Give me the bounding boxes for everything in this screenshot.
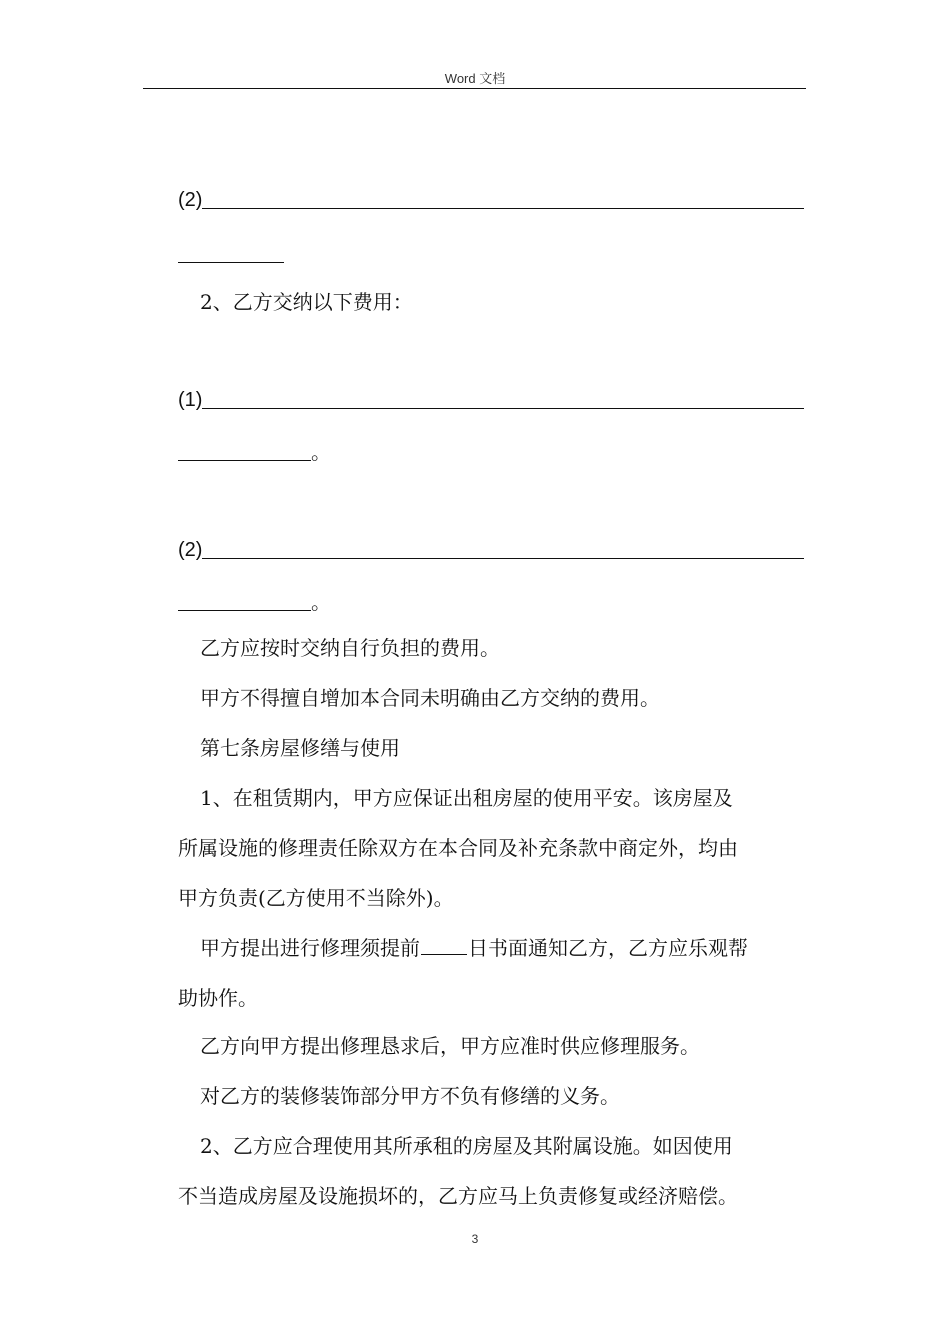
header-divider — [143, 88, 806, 89]
page-number: 3 — [471, 1232, 479, 1246]
clause-1-line-3: 甲方负责(乙方使用不当除外)。 — [178, 886, 454, 910]
paragraph-no-extra-fees: 甲方不得擅自增加本合同未明确由乙方交纳的费用。 — [200, 686, 660, 710]
fill-blank-item-1 — [178, 386, 804, 414]
blank-underline — [202, 208, 804, 209]
clause-2-line-2: 不当造成房屋及设施损坏的，乙方应马上负责修复或经济赔偿。 — [178, 1184, 738, 1208]
repair-notice-prefix: 甲方提出进行修理须提前 — [200, 936, 420, 960]
clause-1-line-2: 所属设施的修理责任除双方在本合同及补充条款中商定外，均由 — [178, 836, 738, 860]
section-heading-fees: 2、乙方交纳以下费用： — [200, 290, 413, 314]
repair-notice-line-2: 助协作。 — [178, 986, 258, 1010]
repair-notice-line-1 — [0, 934, 950, 962]
clause-1-line-1: 1、在租赁期内，甲方应保证出租房屋的使用平安。该房屋及 — [200, 786, 733, 810]
blank-underline — [178, 460, 311, 461]
fill-blank-item-2b — [178, 536, 804, 564]
sentence-end: 。 — [311, 440, 331, 464]
paragraph-decoration: 对乙方的装修装饰部分甲方不负有修缮的义务。 — [200, 1084, 620, 1108]
fill-blank-item-2a — [178, 186, 804, 214]
days-blank — [421, 936, 467, 955]
header-title: Word 文档 — [444, 71, 506, 86]
blank-underline — [202, 408, 804, 409]
item-label: (1) — [178, 389, 203, 411]
item-label: (2) — [178, 189, 203, 211]
sentence-end: 。 — [311, 590, 331, 614]
article-7-title: 第七条房屋修缮与使用 — [200, 736, 400, 760]
blank-underline — [202, 558, 804, 559]
blank-underline — [178, 262, 284, 263]
paragraph-repair-request: 乙方向甲方提出修理恳求后，甲方应准时供应修理服务。 — [200, 1034, 700, 1058]
item-label: (2) — [178, 539, 203, 561]
clause-2-line-1: 2、乙方应合理使用其所承租的房屋及其附属设施。如因使用 — [200, 1134, 733, 1158]
blank-underline — [178, 610, 311, 611]
paragraph-pay-on-time: 乙方应按时交纳自行负担的费用。 — [200, 636, 500, 660]
repair-notice-suffix: 日书面通知乙方，乙方应乐观帮 — [468, 936, 748, 960]
